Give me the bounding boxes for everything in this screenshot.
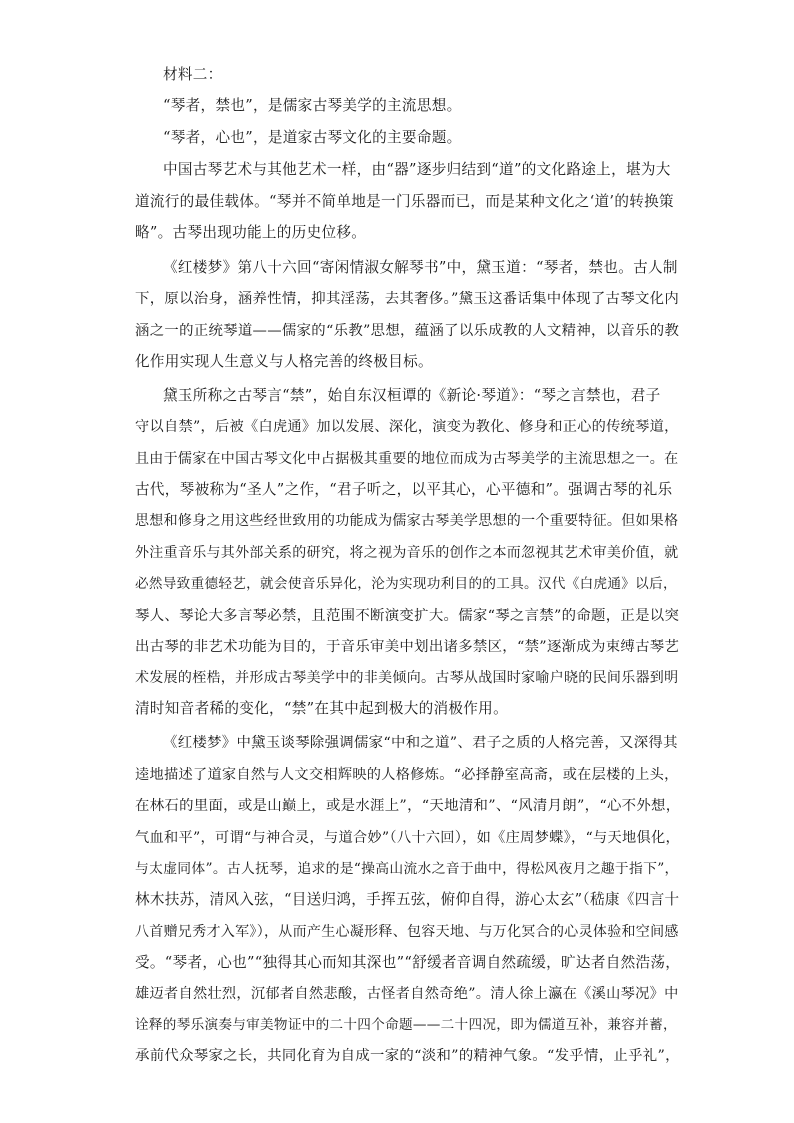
paragraph-line: “琴者，心也”，是道家古琴文化的主要命题。 (163, 129, 462, 146)
paragraph-line: 气血和平”，可谓“与神合灵，与道合妙”（八十六回），如《庄周梦蝶》，“与天地俱化， (135, 830, 680, 846)
paragraph-line: 与太虚同体”。古人抚琴，追求的是“操高山流水之音于曲中，得松风夜月之趣于指下”， (135, 861, 679, 877)
paragraph-line: 且由于儒家在中国古琴文化中占据极其重要的地位而成为古琴美学的主流思想之一。在 (135, 451, 679, 467)
paragraph-line: 化作用实现人生意义与人格完善的终极目标。 (135, 353, 433, 370)
paragraph-line: 下，原以治身，涵养性情，抑其淫荡，去其奢侈。”黛玉这番话集中体现了古琴文化内 (135, 291, 680, 307)
paragraph-line: 涵之一的正统琴道——儒家的“乐教”思想，蕴涵了以乐成教的人文精神，以音乐的教 (135, 323, 680, 339)
paragraph-line: 道流行的最佳载体。“琴并不简单地是一门乐器而已，而是某种文化之‘道’的转换策 (135, 193, 674, 210)
paragraph-line: 林木扶苏，清风入弦，“目送归鸿，手挥五弦，俯仰自得，游心太玄”（嵇康《四言十 (135, 891, 680, 908)
section-heading: 材料二： (163, 66, 223, 83)
paragraph-line: 逵地描述了道家自然与人文交相辉映的人格修炼。“必择静室高斋，或在层楼的上头， (135, 767, 679, 783)
paragraph-line: 承前代众琴家之长，共同化育为自成一家的“淡和”的精神气象。“发乎情，止乎礼”， (135, 1048, 680, 1064)
paragraph-line: 略”。古琴出现功能上的历史位移。 (135, 224, 367, 241)
paragraph-line: 雄迈者自然壮烈，沉郁者自然悲酸，古怪者自然奇绝”。清人徐上瀛在《溪山琴况》中 (135, 986, 679, 1002)
paragraph-line: 八首赠兄秀才入军》），从而产生心凝形释、包容天地、与万化冥合的心灵体验和空间感 (135, 924, 679, 940)
paragraph-line: 守以自禁”，后被《白虎通》加以发展、深化，演变为教化、修身和正心的传统琴道， (135, 419, 679, 435)
paragraph-line: 外注重音乐与其外部关系的研究，将之视为音乐的创作之本而忽视其艺术审美价值，就 (135, 545, 679, 561)
paragraph-line: 清时知音者稀的变化，“禁”在其中起到极大的消极作用。 (135, 700, 508, 717)
paragraph-line: 《红楼梦》中黛玉谈琴除强调儒家“中和之道”、君子之质的人格完善，又深得其 (163, 735, 678, 751)
paragraph-line: 受。“琴者，心也”“独得其心而知其深也”“舒缓者音调自然疏缓，旷达者自然浩荡， (135, 954, 681, 971)
paragraph-line: 诠释的琴乐演奏与审美物证中的二十四个命题——二十四况，即为儒道互补，兼容并蓄， (135, 1017, 677, 1033)
paragraph-line: 必然导致重德轻艺，就会使音乐异化，沦为实现功利目的的工具。汉代《白虎通》以后， (135, 576, 677, 592)
paragraph-line: 琴人、琴论大多言琴必禁，且范围不断演变扩大。儒家“琴之言禁”的命题，正是以突 (135, 608, 680, 624)
paragraph-line: 出古琴的非艺术功能为目的，于音乐审美中划出诸多禁区，“禁”逐渐成为束缚古琴艺 (135, 639, 680, 655)
paragraph-line: 术发展的桎梏，并形成古琴美学中的非美倾向。古琴从战国时家喻户晓的民间乐器到明 (135, 670, 679, 686)
paragraph-line: 《红楼梦》第八十六回“寄闲情淑女解琴书”中，黛玉道：“琴者，禁也。古人制 (163, 259, 678, 276)
paragraph-line: “琴者，禁也”，是儒家古琴美学的主流思想。 (163, 97, 462, 114)
paragraph-line: 中国古琴艺术与其他艺术一样，由“器”逐步归结到“道”的文化路途上，堪为大 (163, 161, 671, 178)
paragraph-line: 在林石的里面，或是山巅上，或是水涯上”，“天地清和”、“风清月朗”，“心不外想， (135, 798, 681, 814)
paragraph-line: 黛玉所称之古琴言“禁”，始自东汉桓谭的《新论·琴道》：“琴之言禁也，君子 (163, 387, 661, 404)
paragraph-line: 古代，琴被称为“圣人”之作，“君子听之，以平其心，心平德和”。强调古琴的礼乐 (135, 481, 673, 498)
paragraph-line: 思想和修身之用这些经世致用的功能成为儒家古琴美学思想的一个重要特征。但如果格 (135, 513, 679, 529)
